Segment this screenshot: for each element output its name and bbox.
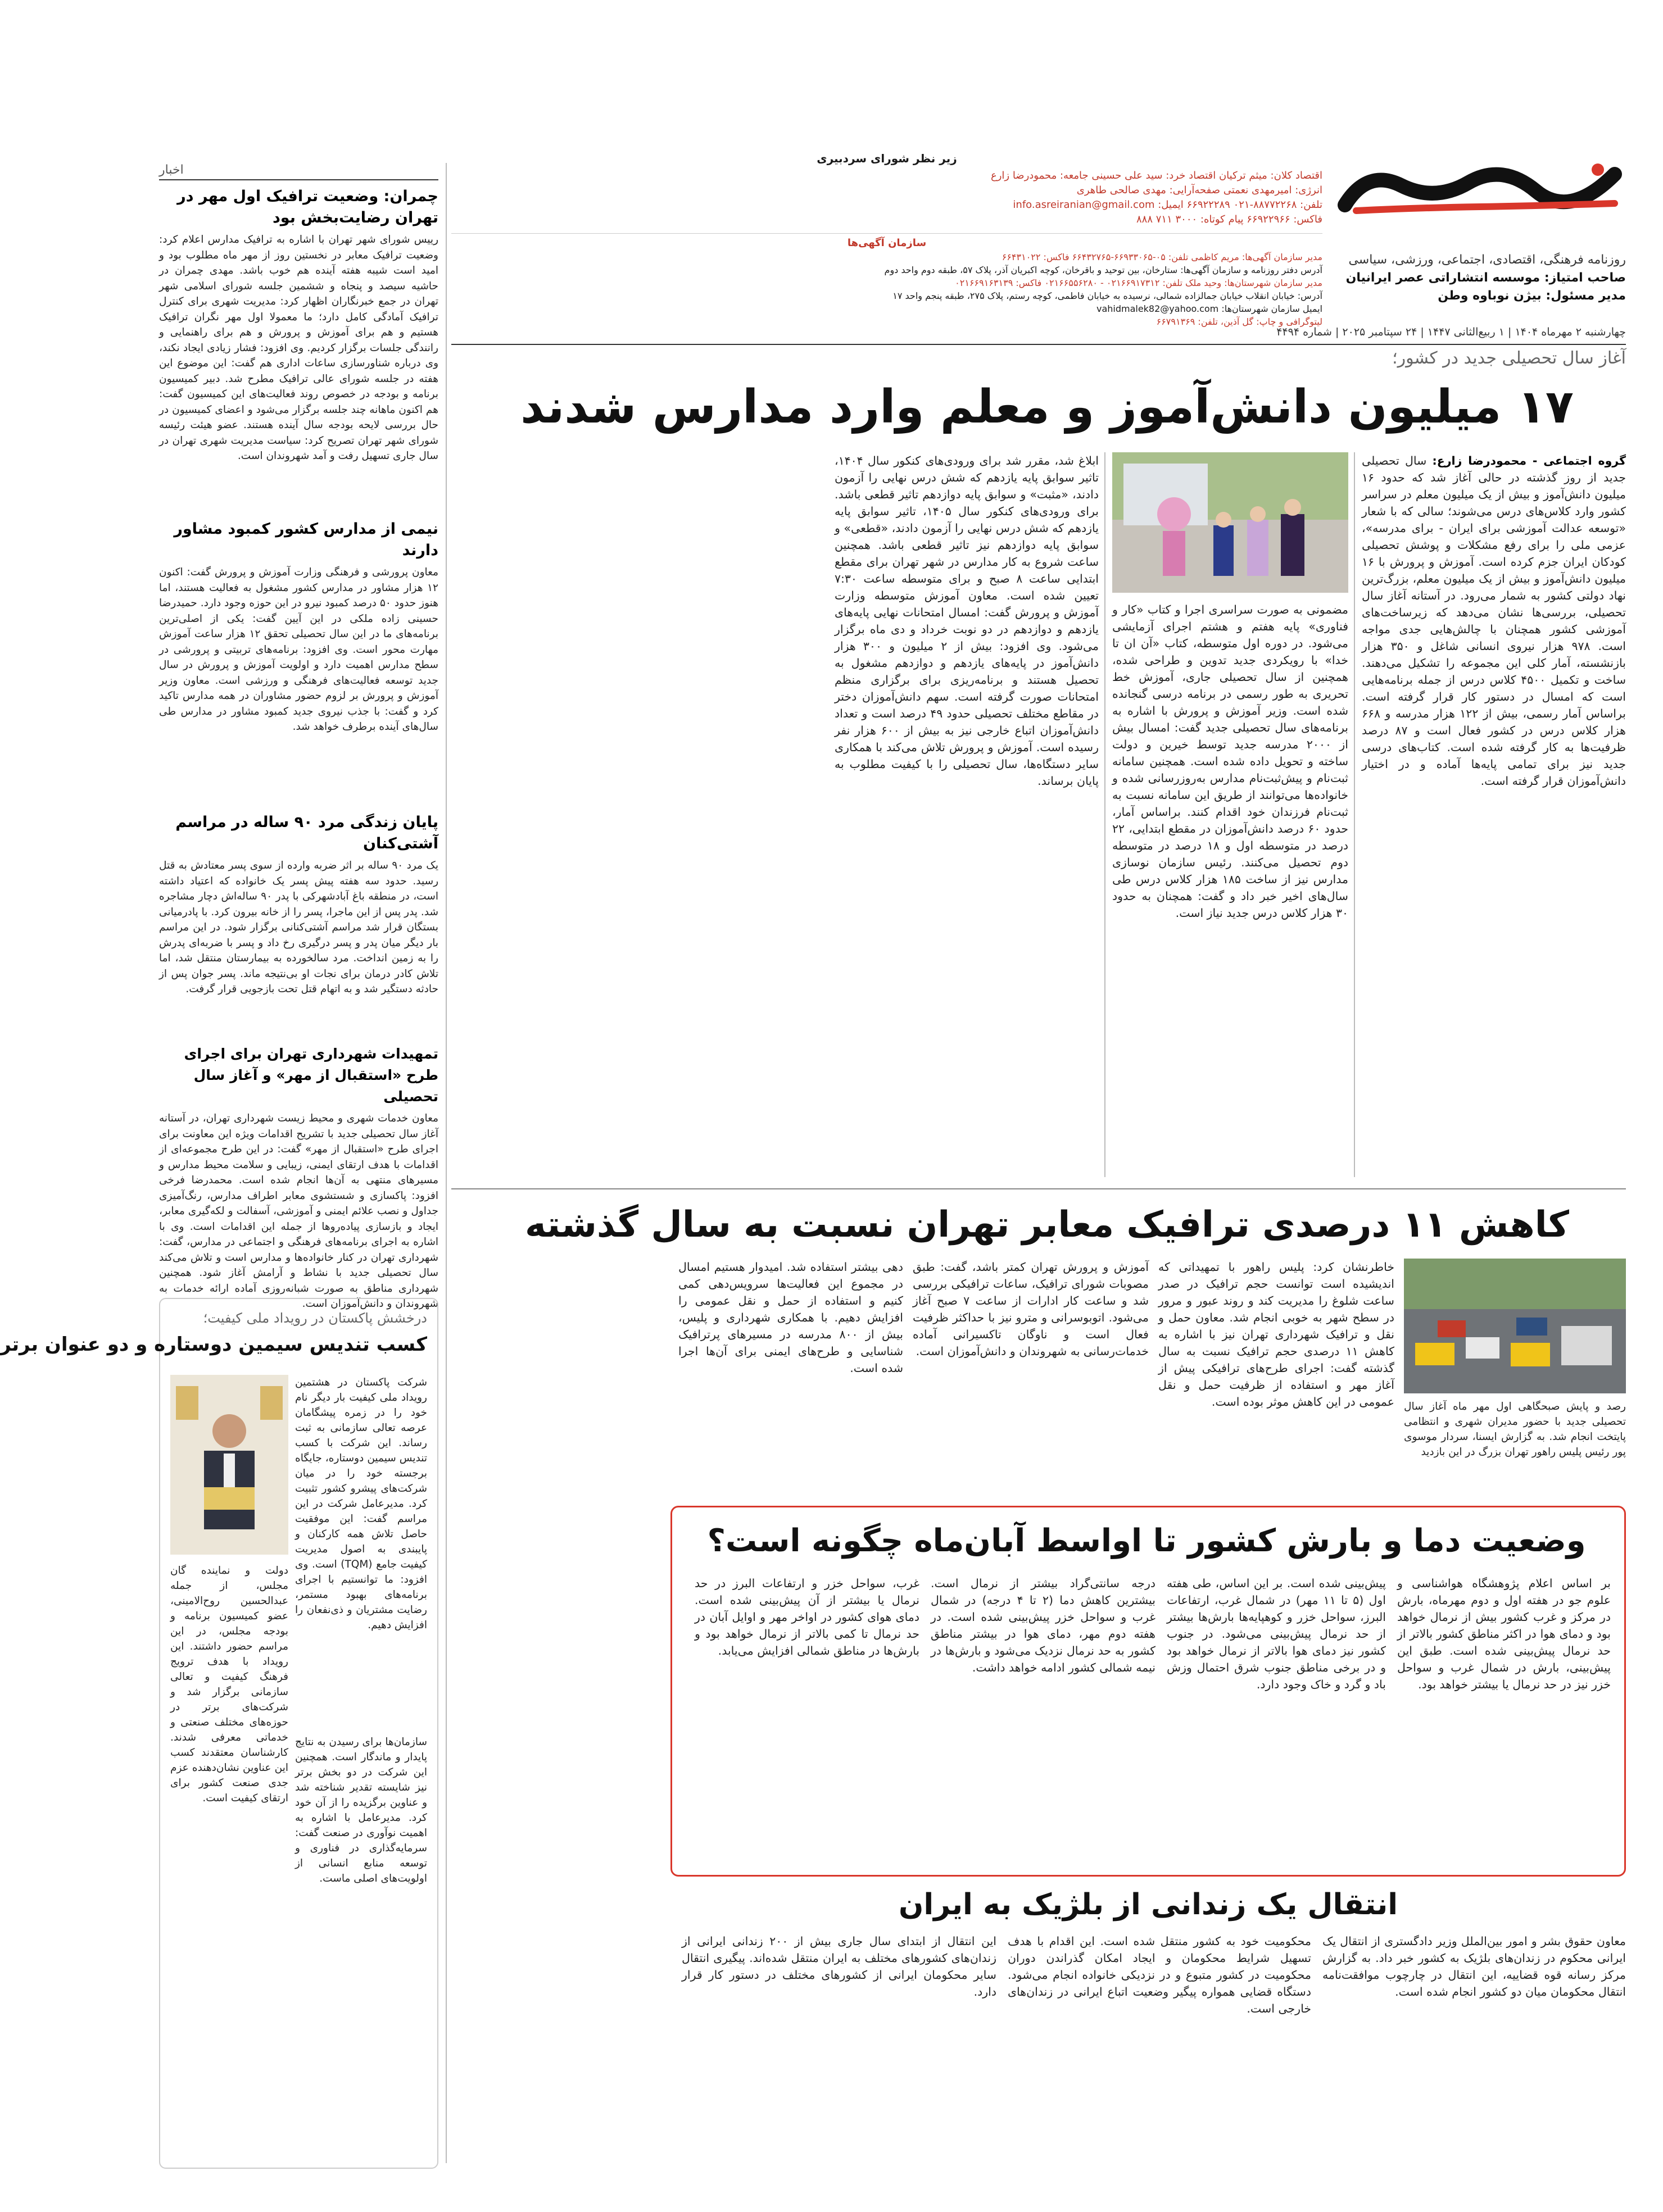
staff-line: انرژی: امیرمهدی نعمتی صفحه‌آرایی: مهدی صالحی طاهری bbox=[1076, 184, 1322, 196]
pakistan-kicker: درخشش پاکستان در رویداد ملی کیفیت؛ bbox=[203, 1310, 427, 1326]
column-divider bbox=[1104, 452, 1105, 1177]
traffic-body: خاطرنشان کرد: پلیس راهور با تمهیداتی که اندیشیده است توانست حجم ترافیک در صدر ساعت شلوغ را مدیریت کند و روند عبور و مرور در سطح شهر به خوبی انجام شد. معاون حمل و نقل و ترافیک شهرداری تهران نیز با اشاره به کاهش ۱۱ درصدی حجم ترافیک نسبت به سال گذشته گفت: اجرای طرح‌های ترافیکی پیش از آغاز مهر و استفاده از ظرفیت حمل و نقل عمومی در این کاهش موثر بوده است. bbox=[1158, 1260, 1394, 1409]
news-title: پایان زندگی مرد ۹۰ ساله در مراسم آشتی‌کنان bbox=[175, 814, 438, 852]
ads-line: لیتوگرافی و چاپ: گل آذین، تلفن: ۶۶۷۹۱۳۶۹ bbox=[1156, 316, 1322, 327]
owner: صاحب امتیاز: موسسه انتشاراتی عصر ایرانیان bbox=[1345, 271, 1626, 285]
top-story-lead: گروه اجتماعی - محمودرضا زارع: bbox=[1432, 454, 1626, 467]
weather-box bbox=[670, 1506, 1626, 1877]
weather-body: بر اساس اعلام پژوهشگاه هواشناسی و علوم جو در هفته اول و دوم مهرماه، بارش در مرکز و غرب کشور بیش از نرمال خواهد بود و دمای هوا در اکثر مناطق کشور بالاتر از حد نرمال پیش‌بینی شده است. طبق این پیش‌بینی، بارش در شمال غرب و سواحل خزر نیز در حد نرمال یا بیشتر خواهد بود. bbox=[1397, 1577, 1611, 1691]
staff-line: فاکس: ۶۶۹۲۲۹۶۶ پیام کوتاه: ۳۰۰۰ ۷۱۱ ۸۸۸ bbox=[1136, 214, 1322, 225]
masthead-rule bbox=[451, 344, 1626, 345]
pakistan-title: کسب تندیس سیمین دوستاره و دو عنوان برتر bbox=[0, 1333, 427, 1356]
ads-line: آدرس: خیابان انقلاب خیابان جمالزاده شمالی، نرسیده به خیابان فاطمی، کوچه رستم، پلاک ۲۷۵، طبقه پنجم واحد ۱۷ bbox=[892, 290, 1322, 301]
news-sidebar bbox=[159, 163, 438, 1310]
weather-story-title: وضعیت دما و بارش کشور تا اواسط آبان‌ماه چگونه است؟ bbox=[707, 1523, 1586, 1559]
traffic-photo bbox=[1404, 1259, 1626, 1393]
section-rule bbox=[451, 1188, 1626, 1189]
dateline: چهارشنبه ۲ مهرماه ۱۴۰۴ | ۱ ربیع‌الثانی ۱۴۴۷ | ۲۴ سپتامبر ۲۰۲۵ | شماره ۴۴۹۴ bbox=[1276, 326, 1626, 338]
top-story-col: ابلاغ شد، مقرر شد برای ورودی‌های کنکور سال ۱۴۰۴، تاثیر سوابق پایه یازدهم که شش درس نهایی را آزمون دادند، «مثبت» و سوابق پایه دوازدهم تاثیر قطعی باشد. برای ورودی‌های کنکور سال ۱۴۰۵، تاثیر سوابق پایه یازدهم که شش درس نهایی را آزمون دادند، «قطعی» و سوابق پایه دوازدهم نیز تاثیر قطعی باشد. همچنین ساعت شروع به کار مدارس در شهر تهران برای مقطع ابتدایی ساعت ۸ صبح و برای متوسطه ساعت ۷:۳۰ تعیین شده است. معاون آموزش متوسطه وزارت آموزش و پرورش گفت: امسال امتحانات نهایی پایه‌های یازدهم و دوازدهم در دو نوبت خرداد و دی ماه برگزار می‌شود. وی افزود: بیش از ۲ میلیون و ۳۰۰ هزار دانش‌آموز در پایه‌های یازدهم و دوازدهم مشغول به تحصیل هستند و برنامه‌ریزی برای برگزاری منظم امتحانات صورت گرفته است. سهم دانش‌آموزان دختر در مقاطع مختلف تحصیلی حدود ۴۹ درصد است و تعداد دانش‌آموزان اتباع خارجی نیز به بیش از ۶۰۰ هزار نفر رسیده است. آموزش و پرورش تلاش می‌کند با همکاری سایر دستگاه‌ها، سال تحصیلی را با کیفیت مطلوب به پایان برساند. bbox=[835, 454, 1099, 788]
masthead bbox=[451, 152, 1626, 327]
director: مدیر مسئول: بیژن نوباوه وطن bbox=[1438, 289, 1626, 303]
news-item bbox=[159, 812, 438, 1043]
top-story-body: سال تحصیلی جدید از روز گذشته در حالی آغاز شد که حدود ۱۶ میلیون دانش‌آموز و بیش از یک میلیون معلم در سراسر کشور وارد کلاس‌های درس می‌شوند؛ سالی که با شعار «توسعه عدالت آموزشی برای ایران - برای مدرسه»، عزمی ملی را برای رفع مشکلات و پوشش تحصیلی کودکان ایران جزم کرده است. آموزش و پرورش با ۱۶ میلیون دانش‌آموز و بیش از یک میلیون معلم، بزرگ‌ترین نهاد دولتی کشور به شمار می‌رود. در آستانه آغاز سال تحصیلی، بررسی‌ها نشان می‌دهد که زیرساخت‌های آموزشی کشور همچنان با چالش‌هایی جدی مواجه است. ۹۷۸ هزار نیروی انسانی شاغل و ۳۵۰ هزار بازنشسته، آمار کلی این مجموعه را تشکیل می‌دهند. ساخت و تکمیل ۴۵۰۰ کلاس درس از جمله برنامه‌هایی است که امسال در دستور کار قرار گرفته است. براساس آمار رسمی، بیش از ۱۲۲ هزار مدرسه و ۶۶۸ هزار کلاس درس در کشور فعال است و ۸۷ درصد ظرفیت‌ها به کار گرفته شده است. کتاب‌های درسی جدید نیز برای تمامی پایه‌ها آماده و در اختیار دانش‌آموزان قرار گرفته است. bbox=[1362, 454, 1626, 788]
belgium-body: این انتقال از ابتدای سال جاری بیش از ۲۰۰ زندانی ایرانی از زندان‌های کشورهای مختلف به ایران منتقل شده‌اند. پیگیری انتقال سایر محکومان ایرانی از کشورهای مختلف در دستور کار قرار دارد. bbox=[682, 1934, 996, 1998]
news-item bbox=[159, 186, 438, 519]
news-title: نیمی از مدارس کشور کمبود مشاور دارند bbox=[174, 520, 438, 559]
top-story-title: ۱۷ میلیون دانش‌آموز و معلم وارد مدارس شدند bbox=[520, 380, 1574, 434]
weather-body: پیش‌بینی شده است. بر این اساس، طی هفته اول (۵ تا ۱۱ مهر) در شمال غرب، ارتفاعات البرز، سواحل خزر و کوهپایه‌ها بارش‌ها بیشتر از حد نرمال پیش‌بینی می‌شود. در جنوب کشور نیز دمای هوا بالاتر از نرمال خواهد بود و در برخی مناطق جنوب شرق احتمال وزش باد و گرد و خاک وجود دارد. bbox=[1167, 1577, 1386, 1691]
belgium-body: معاون حقوق بشر و امور بین‌الملل وزیر دادگستری از انتقال یک ایرانی محکوم در زندان‌های بلژیک به کشور خبر داد. به گزارش مرکز رسانه قوه قضاییه، این انتقال در چارچوب موافقت‌نامه انتقال محکومان میان دو کشور انجام شده است. bbox=[1322, 1934, 1626, 1998]
news-item bbox=[159, 519, 438, 812]
logo-mark bbox=[1334, 152, 1626, 225]
tagline: روزنامه فرهنگی، اقتصادی، اجتماعی، ورزشی، سیاسی bbox=[1348, 253, 1626, 267]
logo bbox=[1334, 152, 1626, 225]
ads-line: ایمیل سازمان شهرستان‌ها: vahidmalek82@yahoo.com bbox=[1096, 303, 1322, 314]
ads-line: آدرس دفتر روزنامه و سازمان آگهی‌ها: ستارخان، بین توحید و باقرخان، کوچه اکبریان آذر، پلاک ۵۷، طبقه دوم واحد دوم bbox=[884, 265, 1322, 275]
top-story-kicker: آغاز سال تحصیلی جدید در کشور؛ bbox=[1392, 348, 1626, 368]
ads-line: مدیر سازمان شهرستان‌ها: وحید ملک تلفن: ۰۲۱۶۶۹۱۷۳۱۲ - ۰۲۱۶۶۵۵۶۲۸۰ فاکس: ۰۲۱۶۶۹۱۶۳۱۳۹ bbox=[955, 278, 1322, 288]
sidebar-label: اخبار bbox=[159, 163, 438, 180]
pakistan-box bbox=[0, 1298, 438, 2169]
news-body: معاون پرورشی و فرهنگی وزارت آموزش و پرورش گفت: اکنون ۱۲ هزار مشاور در مدارس کشور مشغول به فعالیت هستند، اما هنوز حدود ۵۰ درصد کمبود نیرو در این حوزه وجود دارد. حمیدرضا حسینی زاده ملکی در این آیین گفت: یکی از اصلی‌ترین برنامه‌های ما در این سال تحصیلی تحقق ۱۲ هزار ساعت آموزش مهارت محور است. وی افزود: برنامه‌های تربیتی و پرورشی در سطح مدارس اهمیت دارد و اولویت آموزش و پرورش در سال جدید توسعه فعالیت‌های فرهنگی و ورزشی است. معاون وزیر آموزش و پرورش بر لزوم حضور مشاوران در همه مدارس تاکید کرد و گفت: با جذب نیروی جدید کمبود مشاور در مدارس طی سال‌های آینده برطرف خواهد شد. bbox=[159, 566, 438, 733]
students-photo bbox=[1112, 452, 1348, 593]
editorial-board: زیر نظر شورای سردبیری bbox=[817, 152, 957, 165]
traffic-caption: رصد و پایش صبحگاهی اول مهر ماه آغاز سال تحصیلی جدید با حضور مدیران شهری و انتظامی پایتخت انجام شد. به گزارش ایسنا، سردار موسوی پور رئیس پلیس راهور تهران بزرگ در این بازدید bbox=[1404, 1401, 1626, 1458]
staff-block bbox=[451, 169, 1322, 227]
news-body: معاون خدمات شهری و محیط زیست شهرداری تهران، در آستانه آغاز سال تحصیلی جدید با تشریح اقدامات ویژه این معاونت برای اجرای طرح «استقبال از مهر» گفت: در این طرح مجموعه‌ای از اقدامات با هدف ارتقای ایمنی، زیبایی و سلامت محیط مدارس و مسیرهای منتهی به آن‌ها انجام شده است. محمدرضا فرخی افزود: پاکسازی و شستشوی معابر اطراف مدارس، رنگ‌آمیزی جداول و نصب علائم ایمنی و آموزشی، آسفالت و لکه‌گیری معابر، ایجاد و بازسازی پیاده‌روها از جمله این اقدامات است. وی با اشاره به اجرای برنامه‌های فرهنگی و اجتماعی در مدارس، گفت: شهرداری تهران در کنار خانواده‌ها و مدارس است و تلاش می‌کند سال تحصیلی جدید با نشاط و آرامش آغاز شود. همچنین شهرداری مناطق به صورت شبانه‌روزی آماده ارائه خدمات به شهروندان و دانش‌آموزان است. bbox=[159, 1112, 438, 1310]
staff-line: تلفن: ۸۸۷۷۲۲۶۸-۰۲۱ ۶۶۹۲۲۲۸۹ ایمیل: info.asreiranian@gmail.com bbox=[1013, 199, 1322, 211]
ads-title: سازمان آگهی‌ها bbox=[847, 237, 927, 249]
news-title: تمهیدات شهرداری تهران برای اجرای طرح «استقبال از مهر» و آغاز سال تحصیلی bbox=[184, 1046, 438, 1105]
belgium-body: محکومیت خود به کشور منتقل شده است. این اقدام با هدف تسهیل شرایط محکومان و ایجاد امکان گذراندن دوران محکومیت در کشور متبوع و در نزدیکی خانواده انجام می‌شود. دستگاه قضایی همواره پیگیر وضعیت اتباع ایرانی در زندان‌های خارجی است. bbox=[1008, 1934, 1311, 2015]
belgium-story-title: انتقال یک زندانی از بلژیک به ایران bbox=[898, 1888, 1398, 1922]
traffic-body: دهی بیشتر استفاده شد. امیدوار هستیم امسال در مجموع این فعالیت‌ها سرویس‌دهی کمی کنیم و استفاده از حمل و نقل عمومی را افزایش دهیم. با همکاری شهرداری و پلیس، بیش از ۸۰۰ مدرسه در مسیرهای پرترافیک شناسایی و طرح‌های ایمنی برای آن‌ها اجرا شده است. bbox=[678, 1260, 903, 1375]
ads-block bbox=[451, 233, 1322, 328]
traffic-body: آموزش و پرورش تهران کمتر باشد، گفت: طبق مصوبات شورای ترافیک، ساعات ترافیکی بررسی شد و ساعت کار ادارات از ساعت ۷ صبح آغاز می‌شود. اتوبوسرانی و مترو نیز با حداکثر ظرفیت فعال است و ناوگان تاکسیرانی آماده خدمات‌رسانی به شهروندان و دانش‌آموزان است. bbox=[913, 1260, 1149, 1358]
top-story-col: مضمونی به صورت سراسری اجرا و کتاب «کار و فناوری» پایه هفتم و هشتم اجرای آزمایشی می‌شود. در دوره اول متوسطه، کتاب «آن ان تا خدا» با رویکردی جدید تدوین و طراحی شده، همچنین از سال تحصیلی جاری، آموزش خط تحریری به طور رسمی در برنامه درسی گنجانده شده است. وزیر آموزش و پرورش با اشاره به برنامه‌های سال تحصیلی جدید گفت: امسال بیش از ۲۰۰۰ مدرسه جدید توسط خیرین و دولت ساخته و تحویل داده شده است. همچنین سامانه ثبت‌نام و پیش‌ثبت‌نام مدارس به‌روزرسانی شده و خانواده‌ها می‌توانند از طریق این سامانه نسبت به ثبت‌نام فرزندان خود اقدام کنند. براساس آمار، حدود ۶۰ درصد دانش‌آموزان در مقطع ابتدایی، ۲۲ درصد در متوسطه اول و ۱۸ درصد در متوسطه دوم تحصیل می‌کنند. رئیس سازمان نوسازی مدارس نیز از ساخت ۱۸۵ هزار کلاس درس طی سال‌های اخیر خبر داد و گفت: همچنان به حدود ۳۰ هزار کلاس درس جدید نیاز است. bbox=[1112, 603, 1349, 920]
staff-line: اقتصاد کلان: میثم ترکیان اقتصاد خرد: سید علی حسینی جامعه: محمودرضا زارع bbox=[990, 170, 1322, 181]
pakistan-body: دولت و نماینده گان مجلس، از جمله عبدالحسین روح‌الامینی، عضو کمیسیون برنامه و بودجه مجلس، در این مراسم حضور داشتند. این رویداد با هدف ترویج فرهنگ کیفیت و تعالی سازمانی برگزار شد و شرکت‌های برتر در حوزه‌های مختلف صنعتی و خدماتی معرفی شدند. کارشناسان معتقدند کسب این عناوین نشان‌دهنده عزم جدی صنعت کشور برای ارتقای کیفیت است. bbox=[170, 1565, 288, 1804]
column-divider bbox=[1354, 452, 1355, 1177]
ads-line: مدیر سازمان آگهی‌ها: مریم کاظمی تلفن: ۰۵-۶۶۹۳۳۰۶۵-۶۶۴۳۲۷۶۵ فاکس: ۶۶۴۳۱۰۲۲ bbox=[1002, 252, 1322, 262]
top-story-col bbox=[1362, 452, 1626, 1183]
weather-body: غرب، سواحل خزر و ارتفاعات البرز در حد نرمال یا بیشتر از آن پیش‌بینی شده است. دمای هوای کشور در اواخر مهر و اوایل آبان در حد نرمال تا کمی بالاتر از نرمال خواهد بود و بارش‌ها در مناطق شمالی افزایش می‌یابد. bbox=[695, 1577, 919, 1657]
weather-body: درجه سانتی‌گراد بیشتر از نرمال است. بیشترین کاهش دما (۲ تا ۴ درجه) در شمال غرب و سواحل خزر پیش‌بینی شده است. در هفته دوم مهر، دمای هوا در بیشتر مناطق کشور به حد نرمال نزدیک می‌شود و بارش‌ها در نیمه شمالی کشور ادامه خواهد داشت. bbox=[931, 1577, 1156, 1674]
column-divider bbox=[446, 163, 447, 2163]
news-title: چمران: وضعیت ترافیک اول مهر در تهران رضایت‌بخش بود bbox=[177, 188, 438, 226]
pakistan-body: شرکت پاکستان در هشتمین رویداد ملی کیفیت بار دیگر نام خود را در زمره پیشگامان عرصه تعالی سازمانی به ثبت رساند. این شرکت با کسب تندیس سیمین دوستاره، جایگاه برجسته خود را در میان شرکت‌های پیشرو کشور تثبیت کرد. مدیرعامل شرکت در این مراسم گفت: این موفقیت حاصل تلاش همه کارکنان و پایبندی به اصول مدیریت کیفیت جامع (TQM) است. وی افزود: ما توانستیم با اجرای برنامه‌های بهبود مستمر، رضایت مشتریان و ذی‌نفعان را افزایش دهیم. bbox=[295, 1377, 427, 1631]
pakistan-body: سازمان‌ها برای رسیدن به نتایج پایدار و ماندگار است. همچنین این شرکت در دو بخش برتر نیز شایسته تقدیر شناخته شد و عناوین برگزیده را از آن خود کرد. مدیرعامل با اشاره به اهمیت نوآوری در صنعت گفت: سرمایه‌گذاری در فناوری و توسعه منابع انسانی از اولویت‌های اصلی ماست. bbox=[295, 1736, 427, 1884]
ceo-photo bbox=[170, 1375, 288, 1555]
traffic-story-title: کاهش ۱۱ درصدی ترافیک معابر تهران نسبت به سال گذشته bbox=[525, 1204, 1569, 1246]
news-body: رییس شورای شهر تهران با اشاره به ترافیک مدارس اعلام کرد: وضعیت ترافیک معابر در نخستین روز از مهر ماه مطلوب بود و امید است شیبه هفته آینده هم خوب باشد. مهدی چمران در حاشیه سیصد و پنجاه و ششمین جلسه شورای اسلامی شهر تهران در جمع خبرنگاران اظهار کرد: مدیریت شهری برای کنترل ترافیک آمادگی کامل دارد؛ ما معمولا اول مهر نگران ترافیک هستیم و هم برای آموزش و پرورش و هم برای راهنمایی و رانندگی جلسات برگزار کردیم. وی افزود: فشار زیادی ایجاد نکند، وی درباره شناورسازی ساعات اداری هم گفت: این موضوع این هفته در جلسه شورای عالی ترافیک مطرح شد. دبیر کمیسیون برنامه و بودجه در خصوص روند فعالیت‌های این کمیسیون گفت: هم اکنون ماهانه چند جلسه برگزار می‌شود و اعضای کمیسیون در حال بررسی لایحه بودجه سال آینده هستند. عضو هیئت رئیسه شورای شهر تهران تصریح کرد: سیاست مدیریت شهری تهران در سال جاری تسهیل رفت و آمد شهروندان است. bbox=[159, 234, 438, 462]
news-body: یک مرد ۹۰ ساله بر اثر ضربه وارده از سوی پسر معتادش به قتل رسید. حدود سه هفته پیش پسر یک خانواده که اعتیاد داشته است، در منطقه باغ آبادشهرکی با پدر ۹۰ ساله‌اش دچار مشاجره شد. پدر پس از این ماجرا، پسر را از خانه بیرون کرد. با پادرمیانی بستگان قرار شد مراسم آشتی‌کنانی برگزار شود. در این مراسم بار دیگر میان پدر و پسر درگیری رخ داد و پسر با ضربه‌ای پدرش را به زمین انداخت. مرد سالخورده به بیمارستان منتقل شد، اما تلاش کادر درمان برای نجات او بی‌نتیجه ماند. پسر جوان پس از حادثه دستگیر شد و به اتهام قتل تحت بازجویی قرار گرفت. bbox=[159, 860, 438, 995]
